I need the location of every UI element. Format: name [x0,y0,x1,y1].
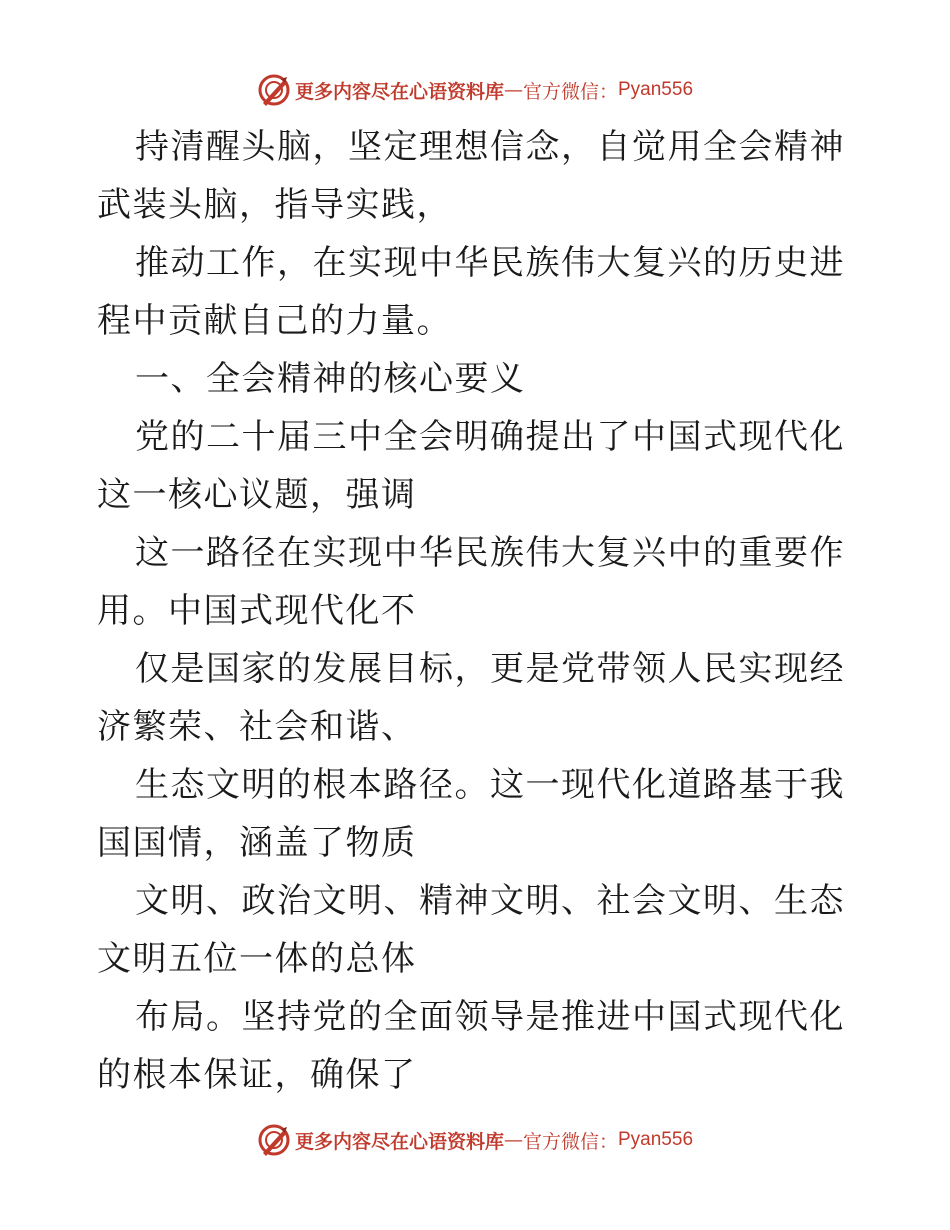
pen-logo-icon [257,1123,291,1157]
footer-account-id: Pyan556 [618,1129,694,1150]
document-body [97,118,857,1104]
footer-watermark [0,1120,950,1160]
pen-logo-icon [257,73,291,107]
header-official-label: 官方微信： [522,80,618,103]
footer-official-label: 官方微信： [522,1130,618,1153]
paragraph-1: 持清醒头脑，坚定理想信念，自觉用全会精神武装头脑，指导实践， [97,127,845,225]
paragraph-3: 党的二十届三中全会明确提出了中国式现代化这一核心议题，强调 [97,417,845,515]
paragraph-2: 推动工作，在实现中华民族伟大复兴的历史进程中贡献自己的力量。 [97,243,845,341]
paragraph-8: 布局。坚持党的全面领导是推进中国式现代化的根本保证，确保了 [97,997,845,1095]
section-heading: 一、全会精神的核心要义 [135,359,526,399]
header-account-id: Pyan556 [618,79,694,100]
paragraph-4: 这一路径在实现中华民族伟大复兴中的重要作用。中国式现代化不 [97,533,845,631]
header-separator: — [503,79,523,101]
footer-separator: — [503,1129,523,1151]
paragraph-5: 仅是国家的发展目标，更是党带领人民实现经济繁荣、社会和谐、 [97,649,845,747]
paragraph-7: 文明、政治文明、精神文明、社会文明、生态文明五位一体的总体 [97,881,845,979]
paragraph-6: 生态文明的根本路径。这一现代化道路基于我国国情，涵盖了物质 [97,765,845,863]
header-brand-text: 更多内容尽在心语资料库 [294,80,504,103]
header-watermark [0,70,950,110]
footer-brand-text: 更多内容尽在心语资料库 [294,1130,504,1153]
